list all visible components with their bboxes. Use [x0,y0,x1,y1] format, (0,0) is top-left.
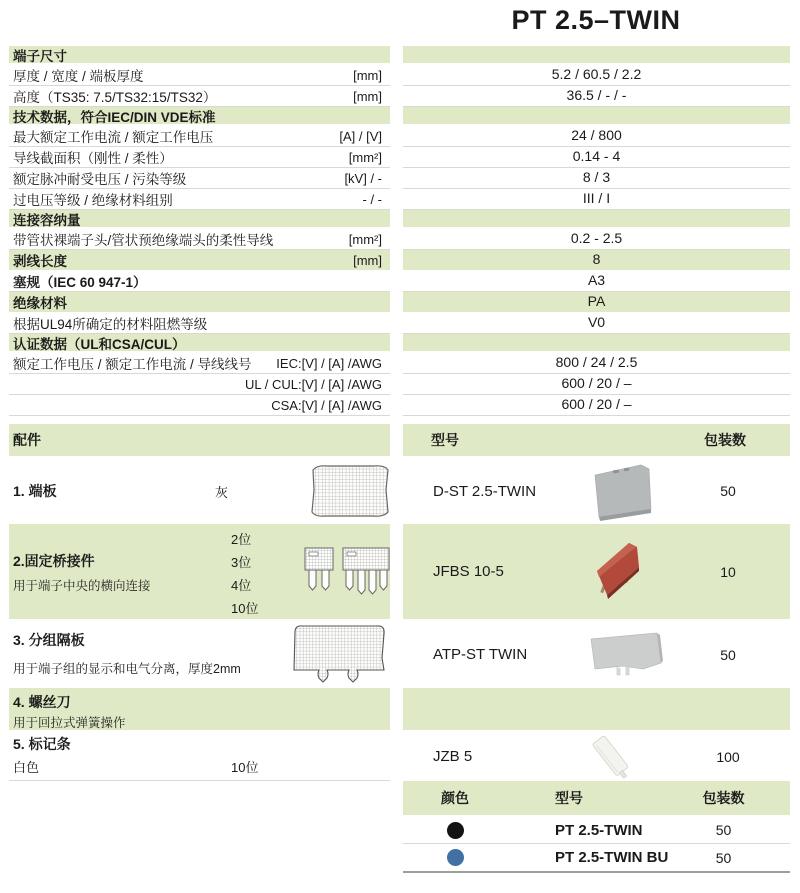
spec-label: 过电压等级 / 绝缘材料组别 [13,193,173,208]
separator-drawing [287,622,389,687]
spec-value: 8 [403,250,790,271]
spec-label: 高度（TS35: 7.5/TS32:15/TS32） [13,90,217,105]
order-row [403,817,790,844]
atp-partition-photo [583,629,669,681]
accessory-row-bridge [0,524,800,621]
spec-value: III / I [403,189,790,210]
accessory-name: 1. 端板 [13,483,57,499]
qty-header: 包装数 [702,790,745,806]
spec-value: 600 / 20 / – [403,374,790,395]
spec-unit: UL / CUL:[V] / [A] /AWG [244,376,382,392]
spec-value: 0.2 - 2.5 [403,229,790,250]
spec-section-dimensions [0,46,800,65]
accessory-desc: 用于端子组的显示和电气分离，厚度2mm [13,662,241,676]
spec-label: 最大额定工作电流 / 额定工作电压 [13,130,214,145]
accessory-model: D-ST 2.5-TWIN [433,482,537,500]
accessory-row-screwdriver [0,688,800,732]
dst-endplate-photo [583,459,661,523]
color-dot-black [447,822,464,839]
spec-row [0,353,800,374]
spec-label: 根据UL94所确定的材料阻燃等级 [13,317,208,332]
spec-row [0,65,800,86]
spec-label: 导线截面积（刚性 / 柔性） [13,151,173,166]
spec-row [0,395,800,416]
spec-unit: [mm] [353,67,382,83]
spec-row [0,292,800,313]
order-model: PT 2.5-TWIN BU [555,849,669,866]
spec-label: 额定脉冲耐受电压 / 污染等级 [13,172,187,187]
spec-value: PA [403,292,790,313]
accessory-color: 白色 [13,760,40,775]
accessory-qty: 10 [720,563,736,580]
spec-row [0,189,800,210]
accessory-desc: 用于回拉式弹簧操作 [13,716,126,730]
spec-label: 塞规（IEC 60 947-1） [13,275,147,290]
spec-label: 带管状裸端子头/管状预绝缘端头的柔性导线 [13,233,274,248]
spec-unit: [mm] [353,252,382,268]
spec-row [0,271,800,292]
bridge-positions: 2位 3位 4位 10位 [231,532,259,616]
jzb-strip-photo [583,733,641,781]
endplate-drawing [305,462,395,520]
spec-row [0,250,800,271]
accessory-color: 灰 [215,485,229,500]
order-qty: 50 [715,849,732,866]
order-model: PT 2.5-TWIN [555,821,643,839]
accessory-model: JZB 5 [433,748,473,765]
spec-value: 800 / 24 / 2.5 [403,353,790,374]
spec-section-approvals [0,334,800,353]
accessory-qty: 100 [716,748,740,765]
section-label: 技术数据，符合IEC/DIN VDE标准 [13,109,216,125]
accessory-row-endplate [0,458,800,524]
section-label: 端子尺寸 [13,48,67,64]
spec-row [0,168,800,189]
accessory-name: 2.固定桥接件 [13,553,95,569]
color-header: 颜色 [441,790,469,806]
spec-unit: [A] / [V] [339,128,382,144]
order-row [403,844,790,871]
accessory-row-marking [0,732,800,781]
spec-value: V0 [403,313,790,334]
section-label: 认证数据（UL和CSA/CUL） [13,336,186,352]
spec-value: A3 [403,271,790,292]
accessory-desc: 用于端子中央的横向连接 [13,579,151,593]
spec-row [0,229,800,250]
spec-row [0,374,800,395]
spec-unit: IEC:[V] / [A] /AWG [276,355,382,371]
spec-value: 0.14 - 4 [403,147,790,168]
spec-label: 绝缘材料 [13,296,67,311]
accessories-header-label: 配件 [13,432,41,448]
spec-value: 5.2 / 60.5 / 2.2 [403,65,790,86]
spec-label: 剥线长度 [13,254,67,269]
qty-header: 包装数 [704,432,746,448]
section-label: 连接容纳量 [13,212,81,228]
spec-label: 厚度 / 宽度 / 端板厚度 [13,69,144,84]
accessory-row-separator [0,621,800,688]
spec-unit: CSA:[V] / [A] /AWG [271,397,382,413]
model-header: 型号 [431,432,459,448]
spec-row [0,126,800,147]
jfbs-bridge-photo [583,535,647,609]
accessory-name: 4. 螺丝刀 [13,694,71,710]
spec-row [0,313,800,334]
accessories-table [0,424,800,781]
spec-section-technical [0,107,800,126]
accessory-qty: 50 [720,646,736,663]
spec-section-connection [0,210,800,229]
spec-unit: - / - [362,191,382,207]
spec-value: 600 / 20 / – [403,395,790,416]
spec-value: 8 / 3 [403,168,790,189]
model-header: 型号 [555,790,583,806]
accessories-header [0,424,800,458]
order-qty: 50 [715,822,732,838]
bridge-drawing [303,544,393,602]
accessory-name: 5. 标记条 [13,736,71,752]
spec-row [0,86,800,107]
order-table [403,781,790,873]
accessory-name: 3. 分组隔板 [13,632,85,648]
spec-table [0,46,800,416]
spec-label: 额定工作电压 / 额定工作电流 / 导线线号 [13,357,252,372]
spec-row [0,147,800,168]
page-title: PT 2.5–TWIN [511,5,681,35]
accessory-model: ATP-ST TWIN [433,646,528,663]
accessory-qty: 50 [720,483,736,499]
spec-unit: [mm] [353,88,382,104]
spec-value: 36.5 / - / - [403,86,790,107]
spec-unit: [mm²] [348,149,382,165]
spec-unit: [kV] / - [344,170,382,186]
accessory-model: JFBS 10-5 [433,563,504,580]
color-dot-blue [447,849,464,866]
spec-unit: [mm²] [348,231,382,247]
order-table-header [403,781,790,817]
accessory-positions: 10位 [231,760,259,775]
spec-value: 24 / 800 [403,126,790,147]
